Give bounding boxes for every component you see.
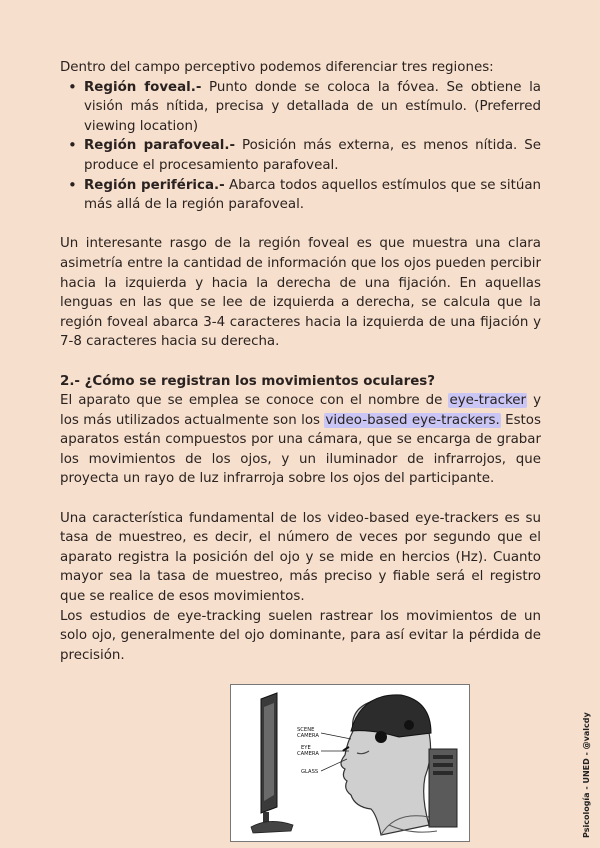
sampling-rate-paragraph: Una característica fundamental de los video-based eye-trackers es su tasa de muestreo, es decir, el número de veces por segundo que el aparato registra la posición del ojo y se mide en hercios (Hz). Cuanto mayor sea la tasa de muestreo, más preciso y fiable será el registro que se realice de esos movimientos. bbox=[60, 510, 541, 605]
device-paragraph bbox=[60, 391, 541, 489]
list-item bbox=[84, 136, 541, 175]
term-peripheral: Región periférica.- bbox=[84, 177, 225, 193]
label-eye-camera-1: EYE bbox=[301, 745, 311, 751]
device-text-3: Estos aparatos están compuestos por una cámara, que se encarga de grabar los movimientos de los ojos, y un iluminador de infrarrojos, que proyecta un rayo de luz infrarroja sobre los ojos del participante. bbox=[60, 412, 541, 487]
regions-list bbox=[60, 78, 541, 215]
definition-foveal: Punto donde se coloca la fóvea. Se obtiene la visión más nítida, precisa y detallada de un estímulo. (Preferred viewing location) bbox=[84, 79, 541, 134]
highlight-video-based: video-based eye-trackers. bbox=[325, 412, 500, 428]
participant-head-icon bbox=[341, 695, 437, 835]
label-scene-camera-2: CAMERA bbox=[297, 733, 319, 739]
list-item bbox=[84, 78, 541, 137]
term-parafoveal: Región parafoveal.- bbox=[84, 138, 236, 154]
label-glass: GLASS bbox=[301, 769, 319, 775]
definition-peripheral: Abarca todos aquellos estímulos que se sitúan más allá de la región parafoveal. bbox=[84, 177, 542, 213]
definition-parafoveal: Posición más externa, es menos nítida. Se produce el procesamiento parafoveal. bbox=[84, 138, 541, 173]
eye-tracker-drawing bbox=[231, 685, 469, 841]
monocular-paragraph: Los estudios de eye-tracking suelen rastrear los movimientos de un solo ojo, generalmente del ojo dominante, para así evitar la pérdida de precisión. bbox=[60, 608, 541, 663]
label-eye-camera-2: CAMERA bbox=[297, 751, 319, 757]
section-heading: 2.- ¿Cómo se registran los movimientos oculares? bbox=[60, 373, 436, 389]
device-text-2: y los más utilizados actualmente son los bbox=[60, 393, 541, 428]
device-text-1: El aparato que se emplea se conoce con el nombre de bbox=[60, 393, 449, 409]
label-scene-camera-1: SCENE bbox=[297, 727, 315, 733]
asymmetry-paragraph: Un interesante rasgo de la región foveal es que muestra una clara asimetría entre la cantidad de información que los ojos pueden percibir hacia la izquierda y hacia la derecha de una fijación. En aquellas lenguas en las que se lee de izquierda a derecha, se calcula que la región foveal abarca 3-4 caracteres hacia la izquierda de una fijación y 7-8 caracteres hacia su derecha. bbox=[60, 236, 541, 350]
list-item bbox=[84, 176, 541, 215]
intro-text: Dentro del campo perceptivo podemos diferenciar tres regiones: bbox=[60, 60, 494, 75]
highlight-eye-tracker: eye-tracker bbox=[449, 393, 527, 409]
monitor-icon bbox=[251, 693, 293, 833]
term-foveal: Región foveal.- bbox=[84, 79, 202, 95]
side-credit: Psicología - UNED - @valcdy bbox=[582, 712, 591, 838]
eye-tracker-illustration bbox=[230, 684, 470, 842]
computer-tower-icon bbox=[429, 749, 457, 827]
document-body bbox=[60, 58, 541, 665]
